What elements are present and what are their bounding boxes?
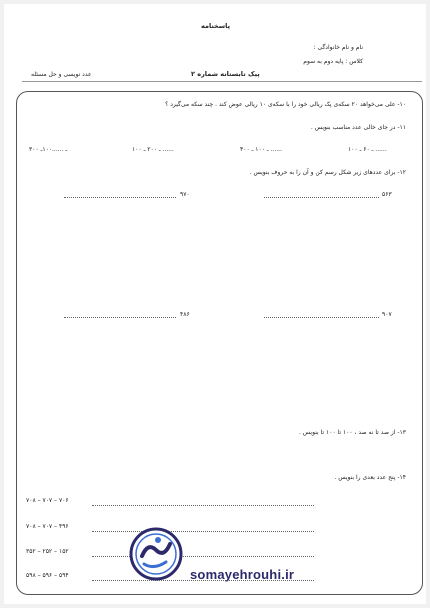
q14-row-2-start: ۷۰۸ – ۷۰۷ – ۴۹۶: [26, 523, 69, 530]
q11-blank-3: ۱۰۰ ـ ۲۰۰ ـ ......: [132, 146, 174, 153]
answer-line: [64, 316, 176, 318]
worksheet-page: [4, 4, 426, 604]
q14-row-4-start: ۵۹۸ – ۵۹۶ – ۵۹۴: [26, 572, 69, 579]
header-divider: [22, 81, 422, 82]
topic-label: عدد نویسی و حل مسئله: [31, 71, 92, 78]
answer-line: [92, 555, 314, 557]
question-11: ۱۱- در جای خالی عدد مناسب بنویس .: [310, 124, 406, 131]
q11-blank-4: ۳۰۰ ـ ......۱۰۰ـ: [29, 146, 68, 153]
brand-logo-icon: [128, 522, 184, 584]
question-12: ۱۲- برای عددهای زیر شکل رسم کن و آن را به حروف بنویس .: [249, 169, 406, 176]
answer-line: [264, 316, 379, 318]
q14-row-3-start: ۳۵۲ – ۲۵۲ – ۱۵۲: [26, 548, 69, 555]
q12-number-2: ۹۷۰: [180, 191, 190, 198]
question-14: ۱۴- پنج عدد بعدی را بنویس .: [334, 474, 406, 481]
answer-line: [64, 196, 176, 198]
answer-line: [264, 196, 379, 198]
questions-frame: [16, 91, 423, 595]
name-field-label: نام و نام خانوادگی :: [313, 44, 363, 51]
worksheet-title: پیک تابستانه شماره ۲: [191, 70, 260, 78]
site-watermark: somayehrouhi.ir: [190, 567, 295, 582]
q12-number-3: ۹۰۷: [382, 311, 392, 318]
q14-row-1-start: ۷۰۸ – ۷۰۷ – ۷۰۶: [26, 497, 69, 504]
q11-blank-2: ۴۰۰ ـ ۱۰۰ ـ ......: [240, 146, 282, 153]
question-13: ۱۳- از صد تا نه صد ، ۱۰۰ تا ۱۰۰ تا بنویس .: [298, 429, 406, 436]
answer-line: [92, 504, 314, 506]
q12-number-4: ۴۸۶: [180, 311, 190, 318]
answer-line: [92, 530, 314, 532]
question-10: ۱۰- علی می‌خواهد ۲۰ سکه‌ی پک ریالی خود را با سکه‌ی ۱۰ ریالی عوض کند . چند سکه می‌گیرد ؟: [165, 101, 406, 108]
answers-label: پاسخنامه: [201, 22, 231, 30]
q11-blank-1: ۱۰۰ ـ ۶۰ ـ ......: [348, 146, 387, 153]
class-field-label: کلاس : پایه دوم به سوم: [303, 58, 363, 65]
q12-number-1: ۵۶۳: [382, 191, 392, 198]
